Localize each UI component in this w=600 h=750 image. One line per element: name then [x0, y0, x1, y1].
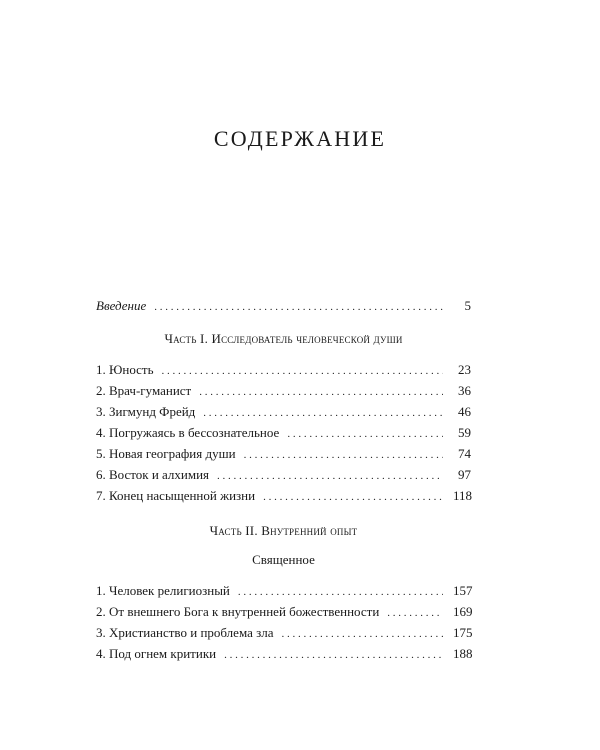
dot-leader — [287, 424, 443, 445]
toc-entry-page: 23 — [458, 362, 471, 377]
toc-entry-label: Введение — [96, 298, 147, 313]
dot-leader — [238, 582, 443, 603]
page-title: СОДЕРЖАНИЕ — [213, 126, 387, 151]
toc-entry — [96, 643, 471, 664]
dot-leader — [217, 466, 443, 487]
toc-entry — [96, 401, 471, 422]
toc-entry-label: 5. Новая география души — [96, 446, 236, 461]
toc-entry-page: 188 — [453, 646, 473, 661]
toc-entry — [96, 380, 471, 401]
toc-entry-label: 1. Человек религиозный — [96, 583, 230, 598]
toc-entry — [96, 443, 471, 464]
toc-entry-page: 97 — [458, 467, 471, 482]
toc-entry-label: 1. Юность — [96, 362, 154, 377]
dot-leader — [263, 487, 443, 508]
toc-entry-label: 3. Зигмунд Фрейд — [96, 404, 196, 419]
dot-leader — [387, 603, 443, 624]
dot-leader — [244, 445, 443, 466]
toc-entry-label: 4. Погружаясь в бессознательное — [96, 425, 280, 440]
toc-entry-page: 175 — [453, 625, 473, 640]
toc-entry — [96, 485, 471, 506]
toc-entry-page: 36 — [458, 383, 471, 398]
part-2-heading: Часть II. Внутренний опыт — [209, 523, 358, 538]
toc-entry — [96, 580, 471, 601]
dot-leader — [224, 645, 443, 666]
toc-entry-page: 157 — [453, 583, 473, 598]
dot-leader — [199, 382, 443, 403]
toc-entry-label: 2. От внешнего Бога к внутренней божественности — [96, 604, 380, 619]
part-1-heading: Часть I. Исследователь человеческой души — [164, 331, 403, 346]
dot-leader — [154, 297, 443, 318]
toc-entry-intro — [96, 295, 471, 316]
toc-entry-label: 2. Врач-гуманист — [96, 383, 192, 398]
toc-entry — [96, 359, 471, 380]
toc-entry-page: 118 — [453, 488, 473, 503]
dot-leader — [162, 361, 443, 382]
toc-entry — [96, 422, 471, 443]
toc-entry-page: 74 — [458, 446, 471, 461]
toc-entry-label: 3. Христианство и проблема зла — [96, 625, 274, 640]
toc-entry — [96, 464, 471, 485]
toc-entry-label: 4. Под огнем критики — [96, 646, 217, 661]
table-of-contents — [96, 295, 471, 664]
toc-entry-page: 46 — [458, 404, 471, 419]
dot-leader — [282, 624, 444, 645]
toc-entry-page: 5 — [464, 298, 471, 313]
toc-entry-label: 6. Восток и алхимия — [96, 467, 210, 482]
toc-entry-page: 59 — [458, 425, 471, 440]
toc-entry-page: 169 — [453, 604, 473, 619]
dot-leader — [203, 403, 443, 424]
subsection-heading: Священное — [252, 552, 315, 567]
toc-entry-label: 7. Конец насыщенной жизни — [96, 488, 256, 503]
toc-entry — [96, 601, 471, 622]
toc-entry — [96, 622, 471, 643]
